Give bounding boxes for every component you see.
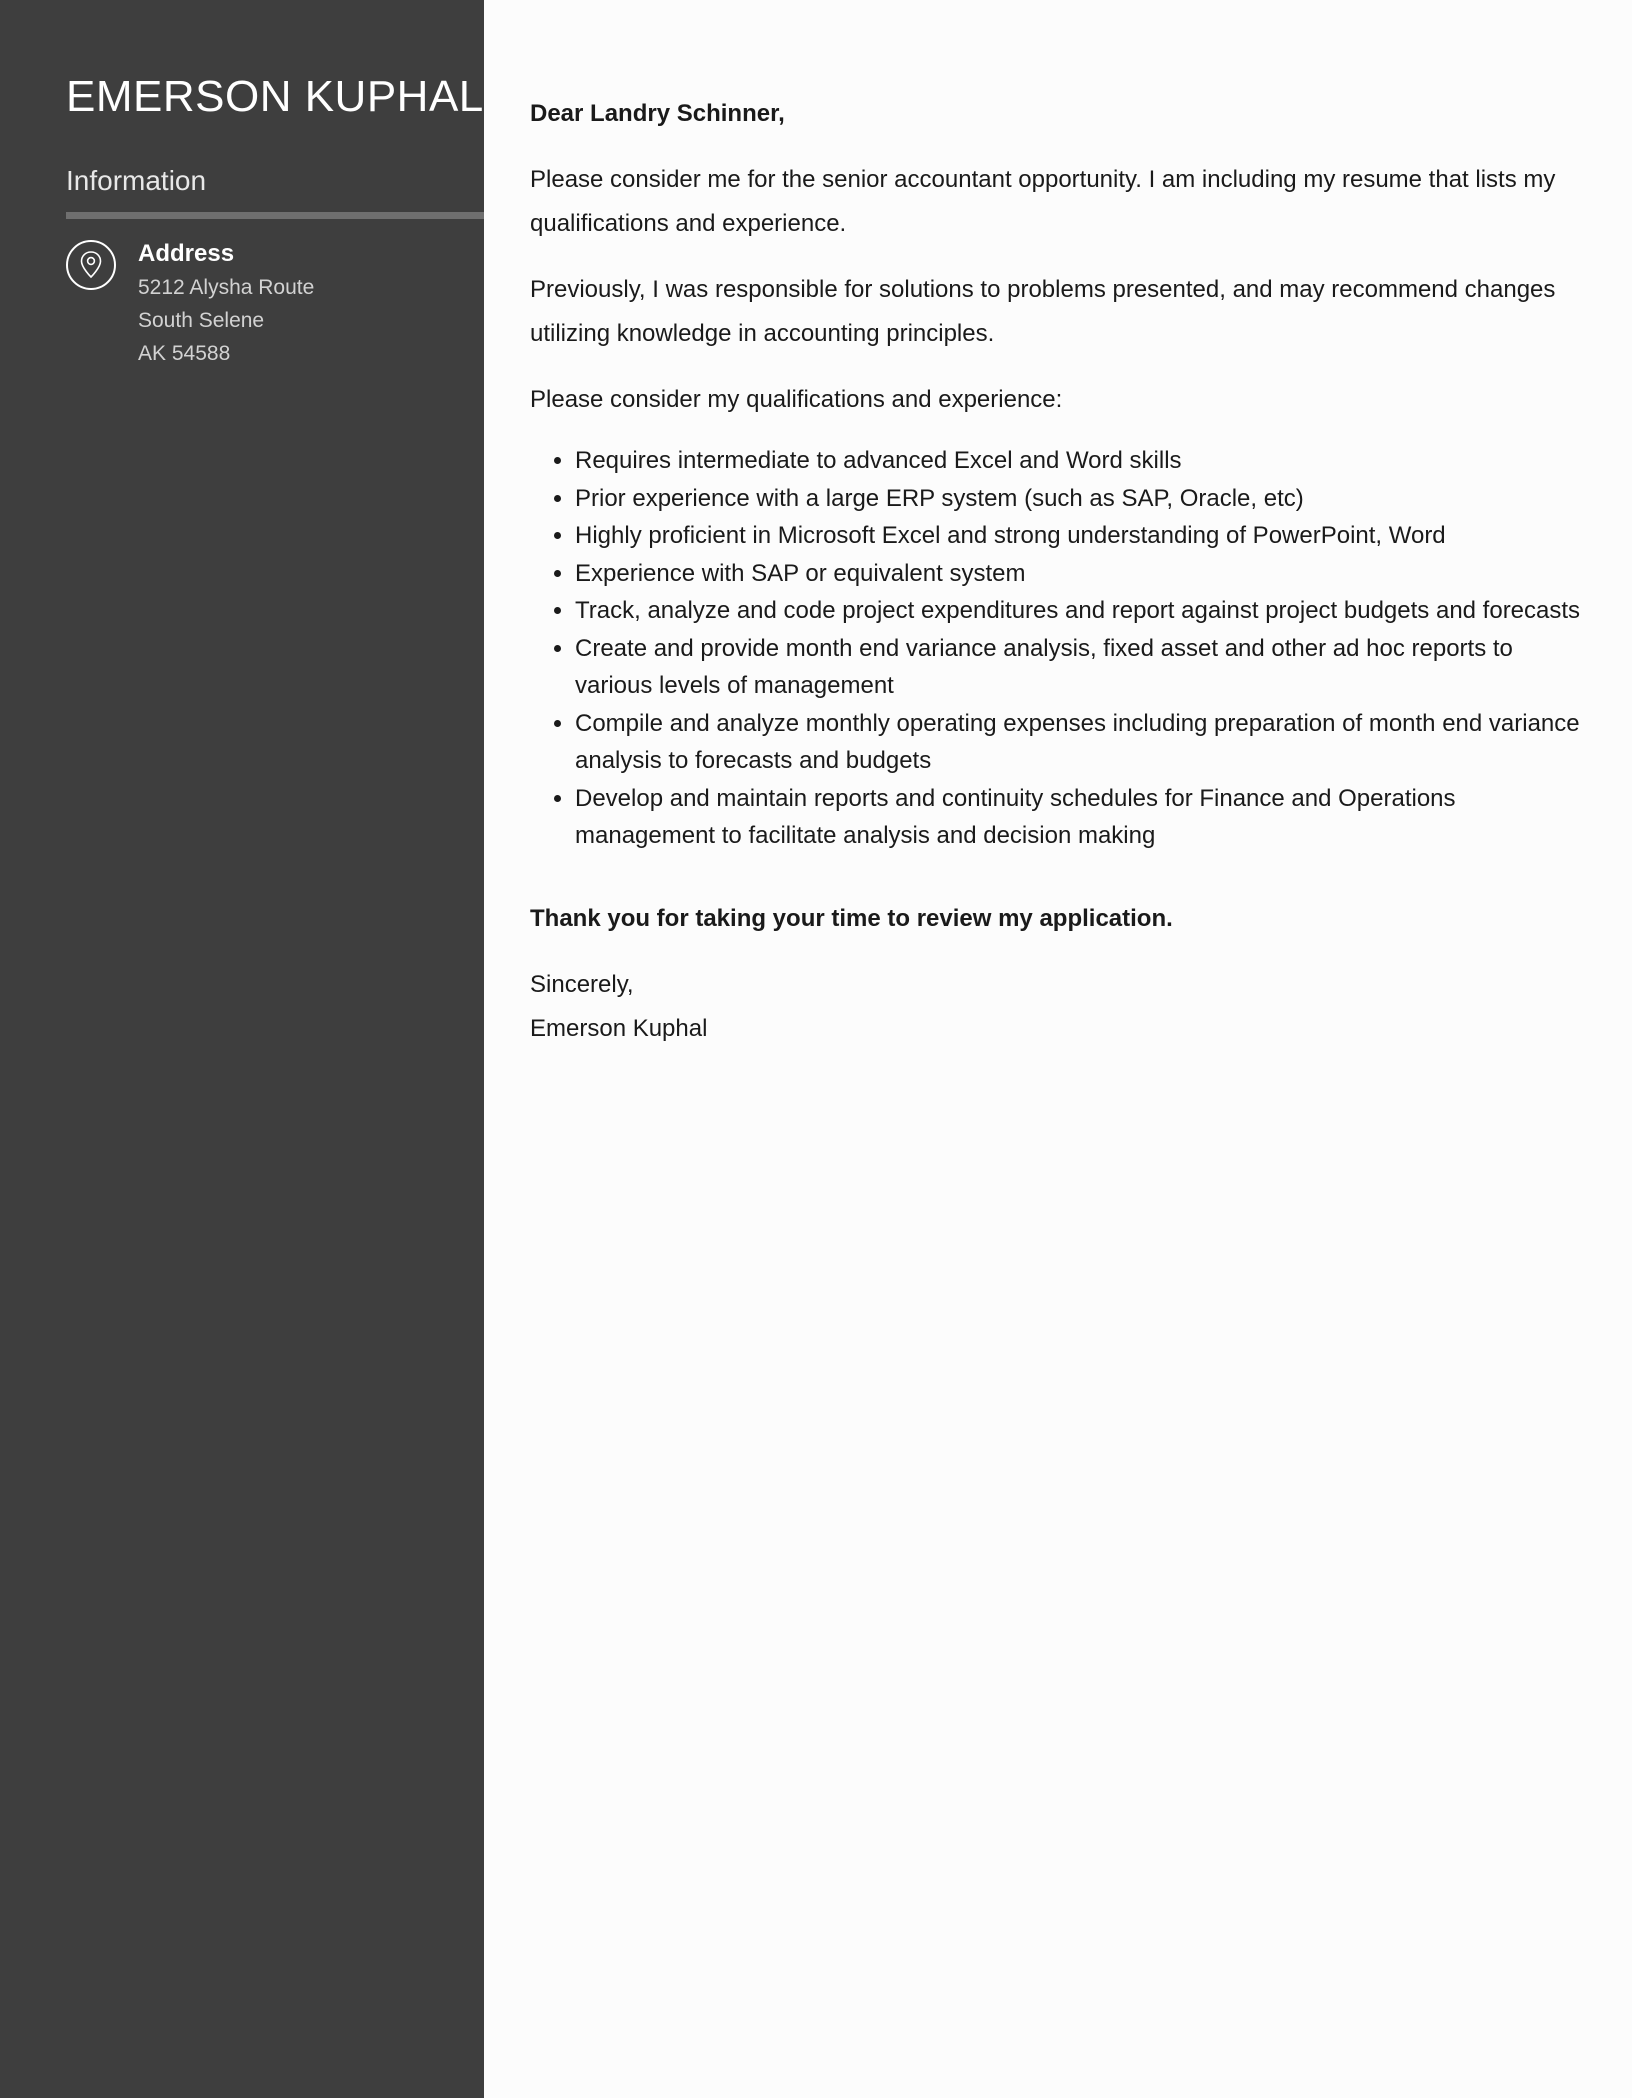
location-pin-icon — [66, 240, 116, 290]
list-item: • Develop and maintain reports and continuity schedules for Finance and Operations management to facilitate analysis and decision making — [575, 780, 1590, 855]
applicant-name: EMERSON KUPHAL — [66, 72, 484, 121]
list-item: • Highly proficient in Microsoft Excel and strong understanding of PowerPoint, Word — [575, 517, 1590, 555]
section-divider — [66, 212, 484, 219]
address-line-city: South Selene — [138, 309, 265, 332]
signature-name: Emerson Kuphal — [530, 1014, 708, 1042]
closing-line: Thank you for taking your time to review my application. — [530, 904, 1173, 932]
list-item: • Create and provide month end variance analysis, fixed asset and other ad hoc reports to various levels of management — [575, 630, 1590, 705]
information-heading: Information — [66, 165, 207, 196]
address-block — [66, 240, 314, 370]
address-line-street: 5212 Alysha Route — [138, 276, 315, 299]
salutation: Dear Landry Schinner, — [530, 100, 785, 127]
experience-paragraph: Previously, I was responsible for solutions to problems presented, and may recommend changes utilizing knowledge in accounting principles. — [530, 276, 1556, 347]
list-item: • Track, analyze and code project expenditures and report against project budgets and forecasts — [575, 592, 1590, 630]
sidebar — [0, 0, 484, 2098]
intro-paragraph: Please consider me for the senior accountant opportunity. I am including my resume that lists my qualifications and experience. — [530, 166, 1556, 237]
list-item: • Requires intermediate to advanced Excel and Word skills — [575, 442, 1590, 480]
qualifications-lead: Please consider my qualifications and experience: — [530, 386, 1063, 413]
qualifications-list — [530, 442, 1590, 855]
address-label: Address — [138, 240, 235, 267]
address-line-state-zip: AK 54588 — [138, 342, 231, 365]
list-item: • Experience with SAP or equivalent system — [575, 555, 1590, 593]
list-item: • Prior experience with a large ERP system (such as SAP, Oracle, etc) — [575, 480, 1590, 518]
signoff: Sincerely, — [530, 970, 634, 998]
letter-body — [530, 92, 1590, 1051]
list-item: • Compile and analyze monthly operating expenses including preparation of month end variance analysis to forecasts and budgets — [575, 705, 1590, 780]
